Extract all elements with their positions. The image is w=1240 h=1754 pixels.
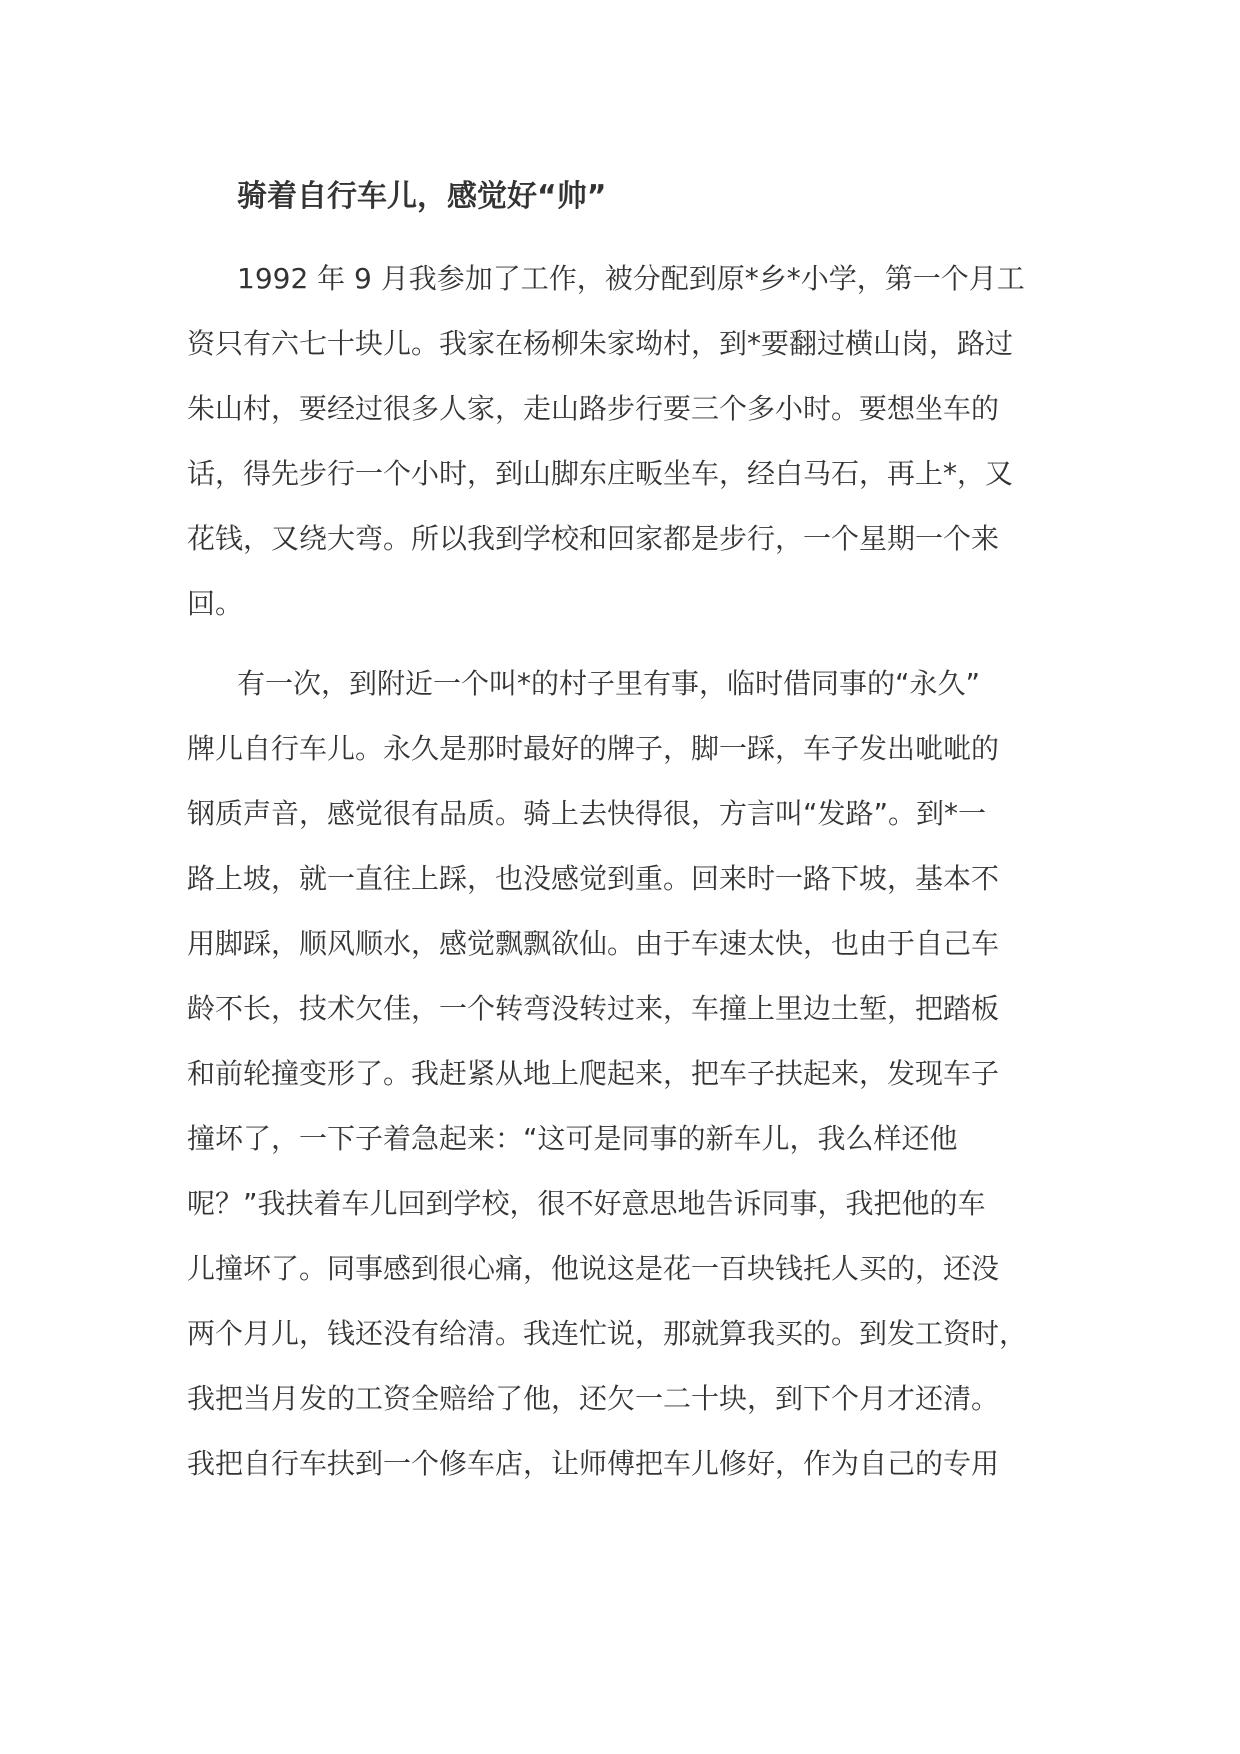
- paragraph-2: [187, 651, 1067, 1496]
- paragraph-line: 儿撞坏了。同事感到很心痛，他说这是花一百块钱托人买的，还没: [187, 1252, 1000, 1285]
- paragraph-line: 我把当月发的工资全赔给了他，还欠一二十块，到下个月才还清。: [187, 1382, 1000, 1415]
- document-title: 骑着自行车儿，感觉好“帅”: [237, 179, 607, 214]
- paragraph-line: 话，得先步行一个小时，到山脚东庄畈坐车，经白马石，再上*，又: [187, 457, 1014, 490]
- paragraph-line: 我把自行车扶到一个修车店，让师傅把车儿修好，作为自己的专用: [187, 1447, 1000, 1480]
- paragraph-line: 龄不长，技术欠佳，一个转弯没转过来，车撞上里边土堑，把踏板: [187, 992, 1000, 1025]
- paragraph-line: 朱山村，要经过很多人家，走山路步行要三个多小时。要想坐车的: [187, 392, 1000, 425]
- paragraph-line: 牌儿自行车儿。永久是那时最好的牌子，脚一踩，车子发出呲呲的: [187, 732, 1000, 765]
- paragraph-line: 花钱，又绕大弯。所以我到学校和回家都是步行，一个星期一个来: [187, 522, 1000, 555]
- paragraph-line: 用脚踩，顺风顺水，感觉飘飘欲仙。由于车速太快，也由于自己车: [187, 927, 1000, 960]
- paragraph-line: 路上坡，就一直往上踩，也没感觉到重。回来时一路下坡，基本不: [187, 862, 1000, 895]
- paragraph-line: 撞坏了，一下子着急起来：“这可是同事的新车儿，我么样还他: [187, 1122, 958, 1155]
- paragraph-1: [187, 246, 1067, 636]
- paragraph-line: 钢质声音，感觉很有品质。骑上去快得很，方言叫“发路”。到*一: [187, 797, 987, 830]
- paragraph-line: 资只有六七十块儿。我家在杨柳朱家坳村，到*要翻过横山岗，路过: [187, 327, 1014, 360]
- paragraph-line: 两个月儿，钱还没有给清。我连忙说，那就算我买的。到发工资时，: [187, 1317, 1028, 1350]
- paragraph-line: 1992 年 9 月我参加了工作，被分配到原*乡*小学，第一个月工: [237, 262, 1025, 295]
- paragraph-line: 有一次，到附近一个叫*的村子里有事，临时借同事的“永久”: [237, 667, 981, 700]
- paragraph-line: 呢？”我扶着车儿回到学校，很不好意思地告诉同事，我把他的车: [187, 1187, 986, 1220]
- paragraph-line: 和前轮撞变形了。我赶紧从地上爬起来，把车子扶起来，发现车子: [187, 1057, 1000, 1090]
- paragraph-line: 回。: [187, 587, 244, 620]
